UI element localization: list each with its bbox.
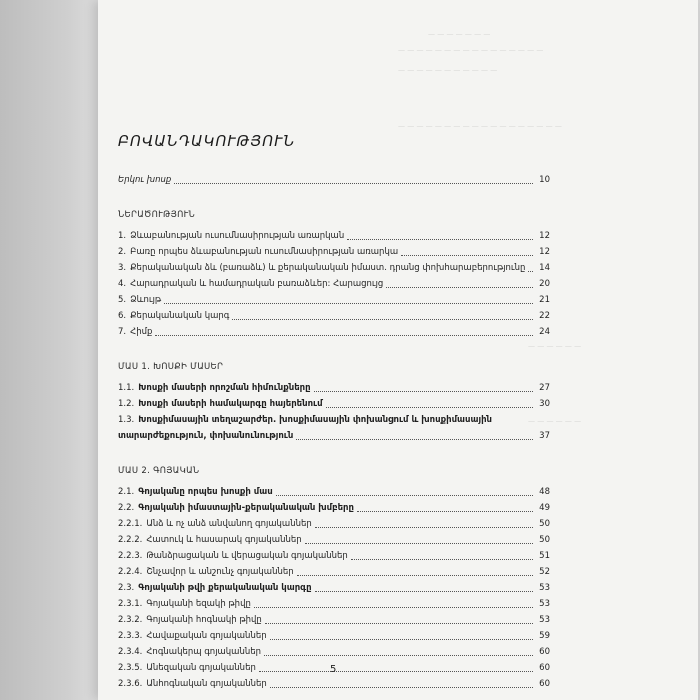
- toc-entry[interactable]: [118, 308, 550, 324]
- toc-entry-label: Ձևաբանության ուսումնասիրության առարկան: [130, 231, 345, 241]
- toc-entry[interactable]: [118, 580, 550, 596]
- toc-entry-label: Խոսքի մասերի որոշման հիմունքները: [138, 383, 311, 393]
- toc-entry-number: 2.3.: [118, 583, 135, 593]
- bleed-through-text: — — — — — — — — — — — — — — — — — —: [398, 122, 562, 130]
- toc-entry[interactable]: [118, 612, 550, 628]
- toc-entry[interactable]: [118, 484, 550, 500]
- toc-entry-page: 59: [539, 631, 550, 641]
- toc-entry-page: 21: [539, 295, 550, 305]
- toc-entry-page: 51: [539, 551, 550, 561]
- toc-entry[interactable]: [118, 228, 550, 244]
- book-page: [98, 0, 698, 700]
- toc-entry-number: 2.2.3.: [118, 551, 143, 561]
- toc-entry[interactable]: [118, 596, 550, 612]
- toc-entry-page: 12: [539, 247, 550, 257]
- toc-entry-page: 20: [539, 279, 550, 289]
- leader-dots: [265, 623, 533, 624]
- leader-dots: [259, 671, 533, 672]
- toc-entry[interactable]: [118, 500, 550, 516]
- toc-entry-number: 1.: [118, 231, 127, 241]
- toc-entry-page: 12: [539, 231, 550, 241]
- toc-entry-label: Գոյականի եզակի թիվը: [146, 599, 251, 609]
- leader-dots: [351, 559, 533, 560]
- table-of-contents: [118, 172, 550, 692]
- toc-entry-label: Հավաքական գոյականներ: [146, 631, 267, 641]
- page-number: 5: [330, 664, 337, 675]
- toc-entry-label: Անձ և ոչ անձ անվանող գոյականներ: [146, 519, 312, 529]
- leader-dots: [296, 439, 533, 440]
- toc-entry-label: Գոյականի իմաստային-քերականական խմբերը: [138, 503, 354, 513]
- toc-entry[interactable]: [118, 644, 550, 660]
- toc-entry-page: 53: [539, 599, 550, 609]
- toc-section-heading: ՆԵՐԱԾՈՒԹՅՈՒՆ: [118, 210, 196, 220]
- toc-entry-number: 2.2.: [118, 503, 135, 513]
- leader-dots: [357, 511, 533, 512]
- toc-entry-page: 60: [539, 663, 550, 673]
- toc-entry-page: 53: [539, 615, 550, 625]
- toc-entry[interactable]: [118, 412, 550, 444]
- toc-entry[interactable]: [118, 260, 550, 276]
- leader-dots: [155, 335, 533, 336]
- toc-entry-page: 27: [539, 383, 550, 393]
- toc-entry-label: Շնչավոր և անշունչ գոյականներ: [146, 567, 294, 577]
- toc-entry-label: Խոսքիմասային տեղաշարժեր. խոսքիմասային փոխանցում և խոսքիմասային: [138, 415, 492, 425]
- leader-dots: [347, 239, 533, 240]
- leader-dots: [401, 255, 533, 256]
- leader-dots: [315, 591, 533, 592]
- toc-entry-number: 1.1.: [118, 383, 135, 393]
- leader-dots: [254, 607, 533, 608]
- leader-dots: [305, 543, 533, 544]
- toc-entry-page: 30: [539, 399, 550, 409]
- leader-dots: [174, 183, 533, 184]
- toc-entry[interactable]: [118, 292, 550, 308]
- toc-entry-label: Գոյականի թվի քերականական կարգը: [138, 583, 312, 593]
- toc-entry-page: 60: [539, 679, 550, 689]
- leader-dots: [232, 319, 533, 320]
- toc-entry-label: Ձևույթ: [130, 295, 162, 305]
- toc-entry-number: 2.3.3.: [118, 631, 143, 641]
- toc-entry[interactable]: [118, 548, 550, 564]
- toc-entry-page: 14: [539, 263, 550, 273]
- toc-entry-page: 48: [539, 487, 550, 497]
- toc-entry-page: 24: [539, 327, 550, 337]
- toc-entry[interactable]: [118, 564, 550, 580]
- toc-entry-label: Անեզական գոյականներ: [146, 663, 256, 673]
- toc-entry-label: Գոյականը որպես խոսքի մաս: [138, 487, 273, 497]
- toc-entry-number: 2.3.5.: [118, 663, 143, 673]
- leader-dots: [326, 407, 533, 408]
- toc-entry-page: 37: [539, 431, 550, 441]
- toc-entry-number: 6.: [118, 311, 127, 321]
- toc-entry[interactable]: [118, 628, 550, 644]
- toc-entry[interactable]: [118, 532, 550, 548]
- toc-entry-number: 1.3.: [118, 415, 135, 425]
- toc-entry-label-continued: տարարժեքություն, փոխանունություն: [118, 431, 294, 441]
- leader-dots: [276, 495, 533, 496]
- leader-dots: [270, 687, 533, 688]
- toc-section-heading: ՄԱՍ 2. ԳՈՅԱԿԱՆ: [118, 466, 200, 476]
- toc-entry-page: 50: [539, 519, 550, 529]
- leader-dots: [314, 391, 533, 392]
- toc-section-heading: ՄԱՍ 1. ԽՈՍՔԻ ՄԱՍԵՐ: [118, 362, 224, 372]
- toc-entry-label: Խոսքի մասերի համակարգը հայերենում: [138, 399, 323, 409]
- toc-entry-number: 2.2.4.: [118, 567, 143, 577]
- leader-dots: [386, 287, 533, 288]
- toc-entry-number: 5.: [118, 295, 127, 305]
- toc-entry[interactable]: [118, 676, 550, 692]
- toc-entry-number: 3.: [118, 263, 127, 273]
- toc-entry-number: 2.2.1.: [118, 519, 143, 529]
- toc-entry-number: 2.3.6.: [118, 679, 143, 689]
- book-spine-shadow: [0, 0, 112, 700]
- toc-entry-label: Հոգնակերպ գոյականներ: [146, 647, 261, 657]
- bleed-through-text: — — — — — — — — — — —: [398, 66, 498, 74]
- page-title: ԲՈՎԱՆԴԱԿՈՒԹՅՈՒՆ: [118, 132, 296, 150]
- bleed-through-text: — — — — — — — — — — — — — — — —: [398, 46, 544, 54]
- bleed-through-text: — — — — — —: [528, 342, 582, 350]
- leader-dots: [264, 655, 533, 656]
- toc-entry-label: Հիմք: [130, 327, 153, 337]
- toc-entry-intro[interactable]: [118, 172, 550, 188]
- leader-dots: [528, 271, 533, 272]
- toc-entry-number: 2.3.4.: [118, 647, 143, 657]
- leader-dots: [315, 527, 533, 528]
- toc-entry-label: Քերականական կարգ: [130, 311, 230, 321]
- toc-entry-number: 7.: [118, 327, 127, 337]
- bleed-through-text: — — — — — —: [528, 417, 582, 425]
- leader-dots: [297, 575, 533, 576]
- toc-entry-label: Թանձրացական և վերացական գոյականներ: [146, 551, 348, 561]
- toc-entry[interactable]: [118, 276, 550, 292]
- toc-entry-label: Երկու խոսք: [118, 175, 172, 185]
- toc-entry-number: 4.: [118, 279, 127, 289]
- toc-entry-label: Անհոգնական գոյականներ: [146, 679, 267, 689]
- toc-entry-page: 49: [539, 503, 550, 513]
- leader-dots: [164, 303, 533, 304]
- toc-entry-number: 2.1.: [118, 487, 135, 497]
- toc-entry-number: 1.2.: [118, 399, 135, 409]
- toc-entry-page: 10: [539, 175, 550, 185]
- toc-entry-number: 2.: [118, 247, 127, 257]
- toc-entry-page: 53: [539, 583, 550, 593]
- toc-entry-page: 22: [539, 311, 550, 321]
- toc-entry-label: Հարադրական և համադրական բառաձևեր: Հարացույց: [130, 279, 384, 289]
- toc-entry-label: Քերականական ձև (բառաձև) և քերականական իմաստ. դրանց փոխհարաբերությունը: [130, 263, 526, 273]
- toc-entry[interactable]: [118, 516, 550, 532]
- toc-entry[interactable]: [118, 396, 550, 412]
- toc-entry-label: Բառը որպես ձևաբանության ուսումնասիրության առարկա: [130, 247, 399, 257]
- toc-entry-label: Գոյականի հոգնակի թիվը: [146, 615, 262, 625]
- bleed-through-text: — — — — — — —: [428, 30, 491, 38]
- toc-entry-page: 50: [539, 535, 550, 545]
- toc-entry-number: 2.3.2.: [118, 615, 143, 625]
- toc-entry[interactable]: [118, 324, 550, 340]
- toc-entry-number: 2.3.1.: [118, 599, 143, 609]
- toc-entry-number: 2.2.2.: [118, 535, 143, 545]
- toc-entry-page: 60: [539, 647, 550, 657]
- toc-entry[interactable]: [118, 380, 550, 396]
- toc-entry[interactable]: [118, 244, 550, 260]
- toc-entry-page: 52: [539, 567, 550, 577]
- toc-entry-label: Հատուկ և հասարակ գոյականներ: [146, 535, 302, 545]
- leader-dots: [270, 639, 533, 640]
